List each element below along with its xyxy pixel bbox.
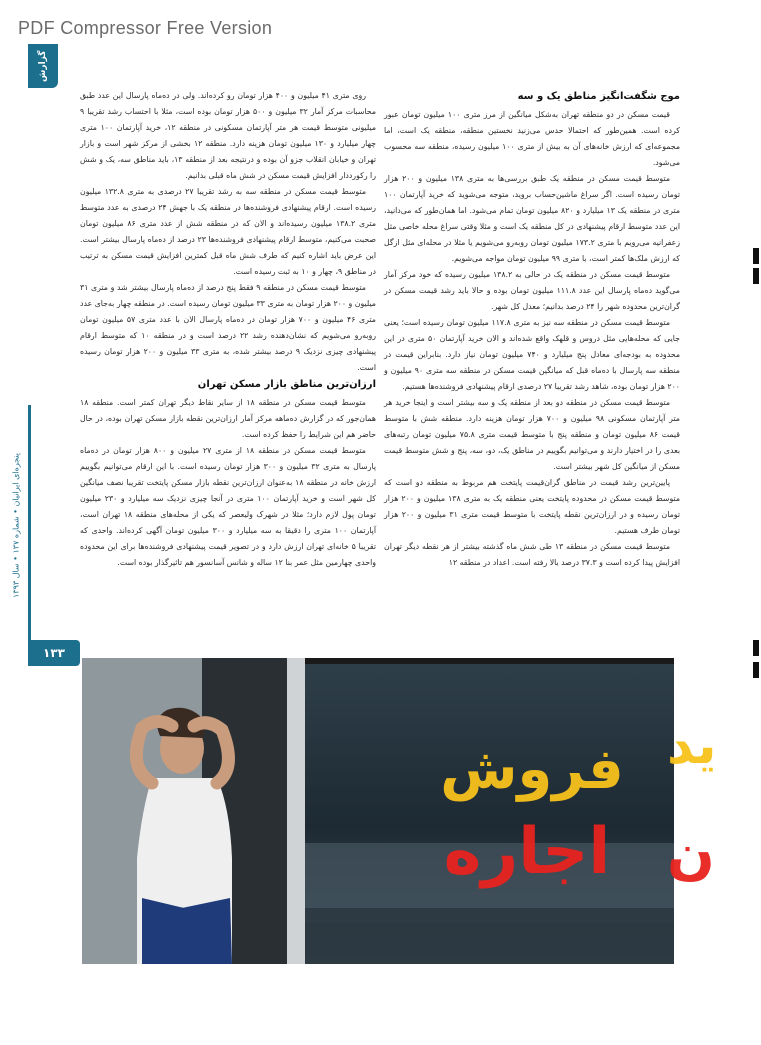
neon-sign-sale: فروش xyxy=(440,737,624,802)
paragraph: متوسط قیمت مسکن در منطقه سه نیز به متری ۱۱۷.۸ میلیون تومان رسیده است؛ یعنی جایی که محله‌هایی مثل دروس و قلهک واقع شده‌اند و الان خرید آپارتمان ۵۰ متری در این محدوده به بودجه‌ای معادل پنج میلیارد و ۷۴۰ میلیون تومان نیاز دارد. بنابراین قیمت در منطقه سه پارسال با ده‌ماه قبل که میانگین قیمت مسکن در منطقه سه متری ۹۰ میلیون و ۲۰۰ هزار تومان بوده، شاهد رشد تقریبا ۲۷ درصدی ارقام پیشنهادی فروشنده‌ها هستیم. xyxy=(384,318,680,391)
paragraph: متوسط قیمت مسکن در منطقه سه به رشد تقریبا ۲۷ درصدی به متری ۱۳۲.۸ میلیون رسیده است. ارقام پیشنهادی فروشنده‌ها در منطقه یک با جهش ۲۴ درصدی به عدد متوسط متری ۱۳۸.۲ میلیون رسیده‌اند و الان که در منطقه شش از عدد متری ۸۶ میلیون تومان صحبت می‌کنیم، متوسط ارقام پیشنهادی فروشنده‌ها ۲۳ درصد از ده‌ماه پارسال بیشتر است. این عرض باید اشاره کنیم که طرف شش ماه قبل کمترین افزایش قیمت مسکن به ترتیب در مناطق ۹، چهار و ۱۰ به ثبت رسیده است. xyxy=(80,187,376,276)
edge-mark xyxy=(753,640,759,656)
section-heading: ارزان‌ترین مناطق بازار مسکن تهران xyxy=(197,379,376,390)
spine-bar xyxy=(28,405,31,645)
paragraph: قیمت مسکن در دو منطقه تهران به‌شکل میانگین از مرز متری ۱۰۰ میلیون تومان عبور کرده است. همین‌طور که احتمالا حدس می‌زنید نخستین منطقه، منطقه یک است، اما مجموعه‌ای که ارزش خانه‌های آن به بیش از متری ۱۰۰ میلیون رسیده، منطقه سه محسوب می‌شود. xyxy=(384,110,680,167)
paragraph: متوسط قیمت مسکن در منطقه دو بعد از منطقه یک و سه بیشتر است و اینجا خرید هر متر آپارتمان مسکونی ۹۸ میلیون و ۷۰۰ هزار تومان هزینه دارد. منطقه شش با متوسط قیمت ۸۶ میلیون تومان و منطقه پنج با متوسط قیمت متری ۷۵.۸ میلیون تومان رتبه‌های بعدی را در اختیار دارند و می‌توانیم بگوییم در مناطق یک، دو، سه، پنج و شش متوسط قیمت مسکن از میانگین کل شهر بیشتر است. xyxy=(384,398,680,471)
paragraph: متوسط قیمت مسکن در منطقه ۱۳ طی شش ماه گذشته بیشتر از هر نقطه دیگر تهران افزایش پیدا کرده است و ۳۷.۳ درصد بالا رفته است. اعداد در منطقه ۱۲ xyxy=(384,542,680,567)
paragraph: متوسط قیمت مسکن در منطقه ۱۸ از متری ۲۷ میلیون و ۸۰۰ هزار تومان در ده‌ماه پارسال به متری ۳۲ میلیون و ۳۰۰ هزار تومان رسیده است. با این ارقام می‌توانیم بگوییم ارزش خانه در منطقه ۱۸ به‌عنوان ارزان‌ترین نقطه بازار مسکن پایتخت تقریبا نصف میانگین کل شهر است و خرید آپارتمان ۱۰۰ متری در آنجا چیزی نزدیک سه میلیارد و ۲۳۰ میلیون تومان پول لازم دارد؛ مثلا در شهرک ولیعصر که یکی از محله‌های منطقه ۱۸ تهران است، آپارتمان ۱۰۰ متری را دقیقا به سه میلیارد و ۳۰۰ میلیون تومان آگهی کرده‌اند. واحدی که تقریبا ۵ خانه‌ای تهران ارزش دارد و در تصویر قیمت پیشنهادی فروشنده‌ها برای این محدوده واحدی چهارمین مثل عمر بنا ۱۲ ساله و شانس آسانسور هم تاثیرگذار بوده است. xyxy=(80,446,377,567)
photo-illustration xyxy=(82,658,717,964)
paragraph: متوسط قیمت مسکن در منطقه ۹ فقط پنج درصد از ده‌ماه پارسال بیشتر شد و متری ۳۱ میلیون و ۲۰۰ هزار تومان به متری ۳۳ میلیون تومان رسیده است. در منطقه چهار به‌جای عدد متری ۴۶ میلیون و ۷۰۰ هزار تومان در ده‌ماه پارسال الان با عدد متری ۵۷ میلیون تومان روبه‌رو می‌شویم که نشان‌دهنده رشد ۲۲ درصد است و در منطقه ۱۰ که متوسط ارقام پیشنهادی چیزی نزدیک ۹ درصد بیشتر شده، به متری ۳۳ میلیون و ۲۰۰ هزار تومان رسیده است. xyxy=(80,283,376,372)
paragraph: روی متری ۴۱ میلیون و ۴۰۰ هزار تومان رو کرده‌اند. ولی در ده‌ماه پارسال این عدد طبق محاسبات مرکز آمار ۳۲ میلیون و ۵۰۰ هزار تومان بوده است، مثلا با احتساب رشد تقریبا ۹ میلیونی متوسط قیمت هر متر آپارتمان مسکونی در منطقه ۱۲، خرید آپارتمان ۱۰۰ متری چهار میلیارد و ۱۳۰ میلیون تومان هزینه دارد. منطقه ۱۲ بخشی از مرکز شهر است و بازار تهران و خیابان انقلاب جزو آن بوده و درنتیجه بعد از منطقه ۱۳، باید مناطق سه، یک و شش را رکورددار افزایش قیمت مسکن در شش ماه قبلی بدانیم. xyxy=(80,91,376,180)
neon-sign-fragment-bottom: ن xyxy=(667,822,715,887)
neon-sign-fragment-top: ید xyxy=(667,716,717,776)
spine-strip xyxy=(0,405,34,645)
edge-mark xyxy=(753,248,759,264)
paragraph: متوسط قیمت مسکن در منطقه ۱۸ از سایر نقاط دیگر تهران کمتر است. منطقه ۱۸ همان‌جور که در گزارش ده‌ماهه مرکز آمار ارزان‌ترین نقطه بازار مسکن تهران بوده، در حال حاضر هم این شرایط را حفظ کرده است. xyxy=(80,398,376,439)
paragraph: متوسط قیمت مسکن در منطقه یک طبق بررسی‌ها به متری ۱۳۸ میلیون و ۲۰۰ هزار تومان رسیده است. اگر سراغ ماشین‌حساب بروید، متوجه می‌شوید که خرید آپارتمان ۱۰۰ متری در منطقه یک ۱۳ میلیارد و ۸۲۰ میلیون تومان تمام می‌شود. اما همان‌طور که می‌دانید، این عدد متوسط ارقام پیشنهادی در کل منطقه یک است و مثلا وقتی سراغ محله خاصی مثل زعفرانیه می‌رویم با متری ۱۷۳.۲ میلیون تومان روبه‌رو می‌شویم یا مثلا در محله‌ای مثل ازگل که ارزش ملک‌ها کمتر است، با متری ۹۹ میلیون تومان مواجه می‌شویم. xyxy=(384,174,680,263)
page-number: ۱۳۳ xyxy=(43,646,65,660)
door-frame xyxy=(287,658,305,964)
man-jeans xyxy=(142,898,184,964)
window-top-frame xyxy=(305,658,674,664)
neon-sign-rent: اجاره xyxy=(443,815,611,889)
edge-mark xyxy=(753,268,759,284)
man-jeans-right xyxy=(182,898,232,964)
article-column-right xyxy=(384,88,680,656)
article-photo xyxy=(82,658,717,964)
watermark-text: PDF Compressor Free Version xyxy=(18,18,273,38)
article-column-left xyxy=(80,88,376,648)
page-number-tab xyxy=(28,640,80,666)
spine-text: پنجره‌ای ایرانیان • شماره ۱۳۷ • سال ۱۳۹۳ xyxy=(11,452,21,598)
section-heading: موج شگفت‌انگیز مناطق یک و سه xyxy=(517,91,680,102)
paragraph: پایین‌ترین رشد قیمت در مناطق گران‌قیمت پایتخت هم مربوط به منطقه دو است که متوسط قیمت مسکن در محدوده پایتخت یعنی منطقه یک به متری ۱۳۸ میلیون و ۲۰۰ هزار تومان رسیده و در ارزان‌ترین نقطه پایتخت با متوسط قیمت متری ۳۱ میلیون و ۲۰۰ هزار تومان طرف هستیم. xyxy=(384,478,681,535)
window-bottom xyxy=(305,908,674,964)
edge-mark xyxy=(753,662,759,678)
section-tab-label: گزارش xyxy=(38,50,48,82)
paragraph: متوسط قیمت مسکن در منطقه یک در حالی به ۱۳۸.۲ میلیون رسیده که خود مرکز آمار می‌گوید ده‌ماه پارسال این عدد ۱۱۱.۸ میلیون تومان بوده و حالا باید رشد قیمت مسکن در گران‌ترین محدوده شهر را ۲۴ درصد بدانیم؛ معدل کل شهر. xyxy=(384,270,680,311)
section-tab xyxy=(28,44,58,88)
